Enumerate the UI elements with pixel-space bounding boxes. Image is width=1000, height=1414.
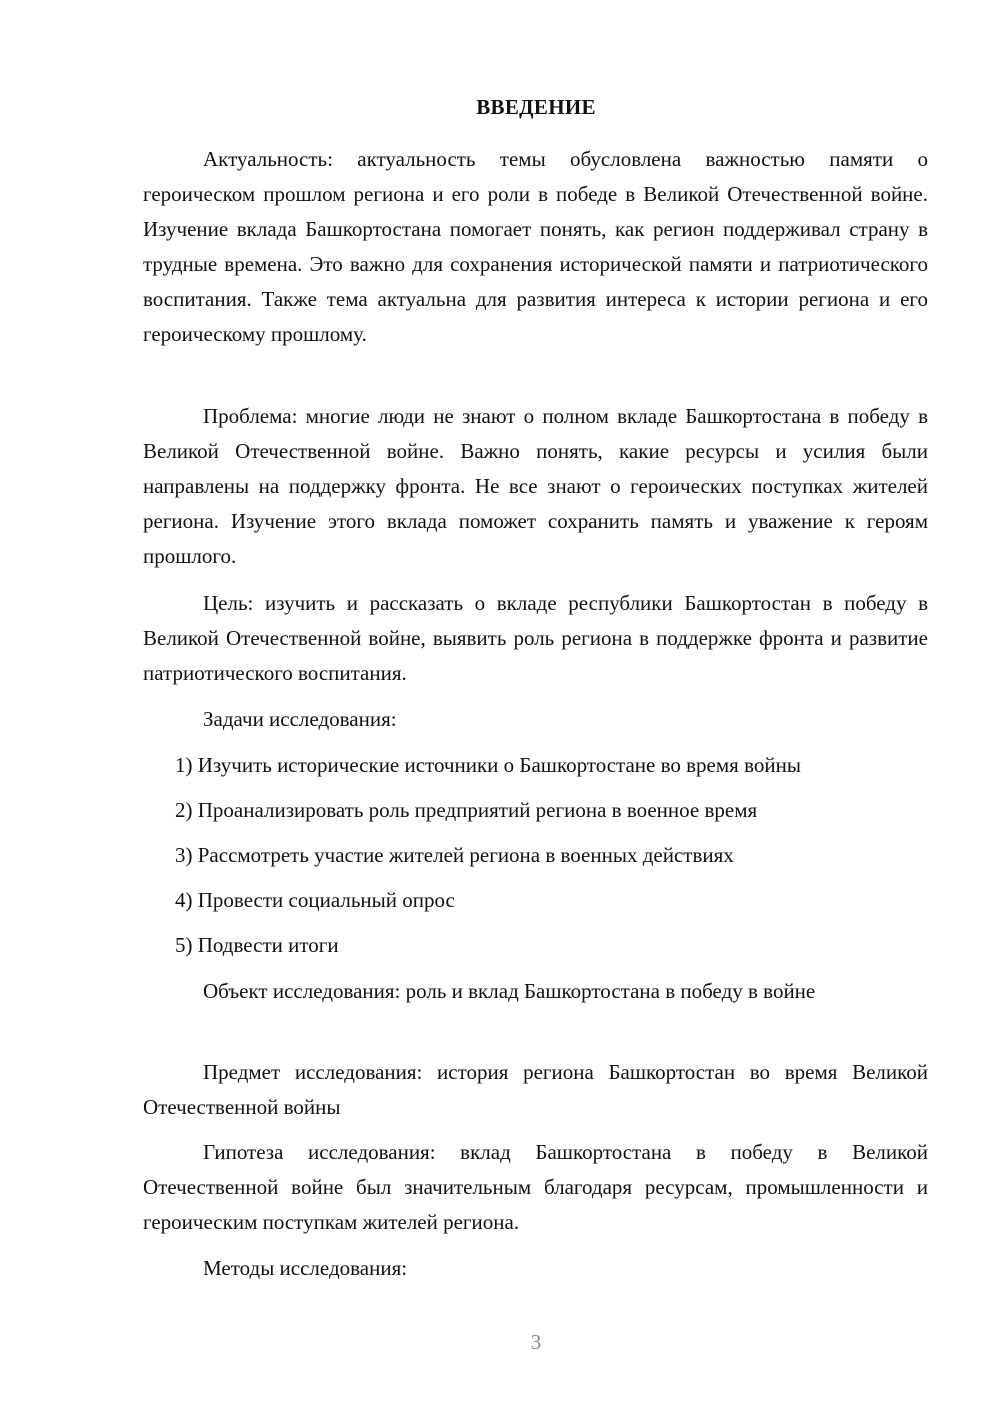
- paragraph-hypothesis: [143, 1135, 928, 1240]
- task-item-3: 3) Рассмотреть участие жителей региона в военных действиях: [175, 843, 734, 867]
- hypothesis-text: Гипотеза исследования: вклад Башкортостана в победу в Великой Отечественной войне был значительным благодаря ресурсам, промышленности и героическим поступкам жителей региона.: [143, 1140, 928, 1234]
- problem-text: Проблема: многие люди не знают о полном вкладе Башкортостана в победу в Великой Отечественной войне. Важно понять, какие ресурсы и усилия были направлены на поддержку фронта. Не все знают о героических поступках жителей региона. Изучение этого вклада поможет сохранить память и уважение к героям прошлого.: [143, 404, 928, 568]
- paragraph-object: [143, 974, 928, 1009]
- task-item-1: 1) Изучить исторические источники о Башкортостане во время войны: [175, 753, 801, 777]
- tasks-heading: Задачи исследования:: [203, 707, 397, 731]
- paragraph-problem: [143, 399, 928, 574]
- paragraph-relevance: [143, 142, 928, 352]
- object-text: Объект исследования: роль и вклад Башкортостана в победу в войне: [203, 979, 816, 1003]
- task-item-2: 2) Проанализировать роль предприятий региона в военное время: [175, 798, 758, 822]
- methods-heading: Методы исследования:: [203, 1256, 408, 1280]
- paragraph-goal: [143, 586, 928, 691]
- task-item-4: 4) Провести социальный опрос: [175, 888, 455, 912]
- page-number: 3: [530, 1330, 542, 1354]
- section-title: ВВЕДЕНИЕ: [476, 95, 596, 119]
- goal-text: Цель: изучить и рассказать о вкладе республики Башкортостан в победу в Великой Отечественной войне, выявить роль региона в поддержке фронта и развитие патриотического воспитания.: [143, 591, 928, 685]
- relevance-text: Актуальность: актуальность темы обусловлена важностью памяти о героическом прошлом региона и его роли в победе в Великой Отечественной войне. Изучение вклада Башкортостана помогает понять, как регион поддерживал страну в трудные времена. Это важно для сохранения исторической памяти и патриотического воспитания. Также тема актуальна для развития интереса к истории региона и его героическому прошлому.: [143, 147, 928, 346]
- subject-text: Предмет исследования: история региона Башкортостан во время Великой Отечественной войны: [143, 1060, 928, 1119]
- paragraph-subject: [143, 1055, 928, 1125]
- task-item-5: 5) Подвести итоги: [175, 933, 339, 957]
